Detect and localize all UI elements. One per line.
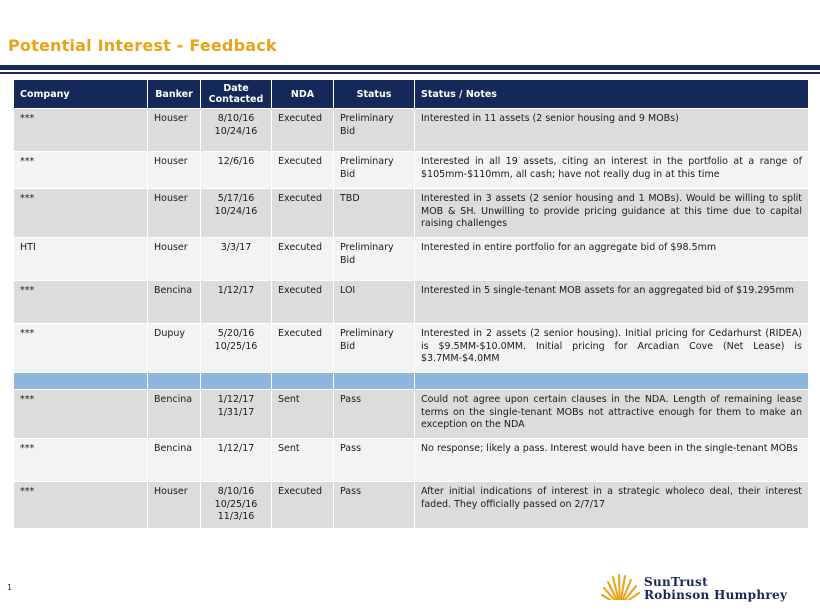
cell-banker: Houser — [148, 152, 200, 188]
table-row — [14, 189, 808, 237]
header-nda: NDA — [272, 80, 333, 108]
table-row — [14, 482, 808, 528]
cell-date: 5/17/16 10/24/16 — [201, 189, 271, 237]
cell-nda: Executed — [272, 482, 333, 528]
cell-company: *** — [14, 281, 147, 323]
cell-status: Preliminary Bid — [334, 109, 414, 151]
table-row — [14, 281, 808, 323]
cell-status: Preliminary Bid — [334, 324, 414, 372]
cell-company: *** — [14, 482, 147, 528]
cell-date: 12/6/16 — [201, 152, 271, 188]
cell-notes: Interested in entire portfolio for an aggregate bid of $98.5mm — [415, 238, 808, 280]
cell-notes: Interested in 2 assets (2 senior housing). Initial pricing for Cedarhurst (RIDEA) is $9.5MM-$10.0MM. Initial pricing for Arcadian Cove (Net Lease) is $3.7MM-$4.0MM — [415, 324, 808, 372]
cell-company: *** — [14, 109, 147, 151]
cell-nda: Executed — [272, 152, 333, 188]
table-row — [14, 238, 808, 280]
table-row — [14, 439, 808, 481]
cell-nda: Executed — [272, 189, 333, 237]
cell-nda: Executed — [272, 324, 333, 372]
table-row — [14, 324, 808, 372]
page-title: Potential Interest - Feedback — [8, 36, 277, 55]
header-date-contacted: Date Contacted — [201, 80, 271, 108]
cell-company: *** — [14, 324, 147, 372]
cell-status: Preliminary Bid — [334, 238, 414, 280]
cell-date: 3/3/17 — [201, 238, 271, 280]
cell-banker: Dupuy — [148, 324, 200, 372]
header-company: Company — [14, 80, 147, 108]
section-separator-row — [14, 373, 808, 389]
feedback-table — [13, 79, 809, 529]
cell-status: Pass — [334, 439, 414, 481]
cell-status: Pass — [334, 390, 414, 438]
cell-date: 5/20/16 10/25/16 — [201, 324, 271, 372]
header-status: Status — [334, 80, 414, 108]
cell-status: TBD — [334, 189, 414, 237]
cell-status: Preliminary Bid — [334, 152, 414, 188]
cell-company: *** — [14, 390, 147, 438]
cell-notes: Interested in all 19 assets, citing an interest in the portfolio at a range of $105mm-$110mm, all cash; have not really dug in at this time — [415, 152, 808, 188]
cell-date: 1/12/17 1/31/17 — [201, 390, 271, 438]
title-divider-thick — [0, 65, 820, 70]
table-row — [14, 109, 808, 151]
cell-banker: Houser — [148, 482, 200, 528]
cell-date: 1/12/17 — [201, 439, 271, 481]
cell-banker: Houser — [148, 238, 200, 280]
cell-banker: Bencina — [148, 439, 200, 481]
table-header-row — [14, 80, 808, 108]
cell-date: 1/12/17 — [201, 281, 271, 323]
cell-company: HTI — [14, 238, 147, 280]
sunburst-icon — [598, 573, 642, 607]
table-row — [14, 152, 808, 188]
header-banker: Banker — [148, 80, 200, 108]
cell-date: 8/10/16 10/24/16 — [201, 109, 271, 151]
cell-company: *** — [14, 152, 147, 188]
cell-status: LOI — [334, 281, 414, 323]
cell-status: Pass — [334, 482, 414, 528]
cell-notes: Could not agree upon certain clauses in the NDA. Length of remaining lease terms on the single-tenant MOBs not attractive enough for them to make an exception on the NDA — [415, 390, 808, 438]
cell-nda: Executed — [272, 281, 333, 323]
cell-banker: Bencina — [148, 390, 200, 438]
cell-nda: Executed — [272, 109, 333, 151]
logo-line-1: SunTrust — [644, 575, 708, 589]
cell-date: 8/10/16 10/25/16 11/3/16 — [201, 482, 271, 528]
cell-notes: After initial indications of interest in a strategic wholeco deal, their interest faded. They officially passed on 2/7/17 — [415, 482, 808, 528]
title-divider-thin — [0, 72, 820, 74]
suntrust-robinson-humphrey-logo — [598, 573, 798, 607]
logo-line-2: Robinson Humphrey — [644, 588, 788, 602]
cell-notes: Interested in 11 assets (2 senior housing and 9 MOBs) — [415, 109, 808, 151]
cell-notes: No response; likely a pass. Interest would have been in the single-tenant MOBs — [415, 439, 808, 481]
logo-wordmark — [644, 576, 787, 602]
table-row — [14, 390, 808, 438]
cell-banker: Houser — [148, 109, 200, 151]
cell-company: *** — [14, 189, 147, 237]
cell-nda: Sent — [272, 390, 333, 438]
cell-banker: Bencina — [148, 281, 200, 323]
cell-notes: Interested in 5 single-tenant MOB assets for an aggregated bid of $19.295mm — [415, 281, 808, 323]
cell-company: *** — [14, 439, 147, 481]
header-status-notes: Status / Notes — [415, 80, 808, 108]
cell-nda: Executed — [272, 238, 333, 280]
page-number: 1 — [7, 583, 13, 592]
cell-notes: Interested in 3 assets (2 senior housing and 1 MOBs). Would be willing to split MOB & SH. Unwilling to provide pricing guidance at this time due to capital raising challenges — [415, 189, 808, 237]
cell-banker: Houser — [148, 189, 200, 237]
cell-nda: Sent — [272, 439, 333, 481]
